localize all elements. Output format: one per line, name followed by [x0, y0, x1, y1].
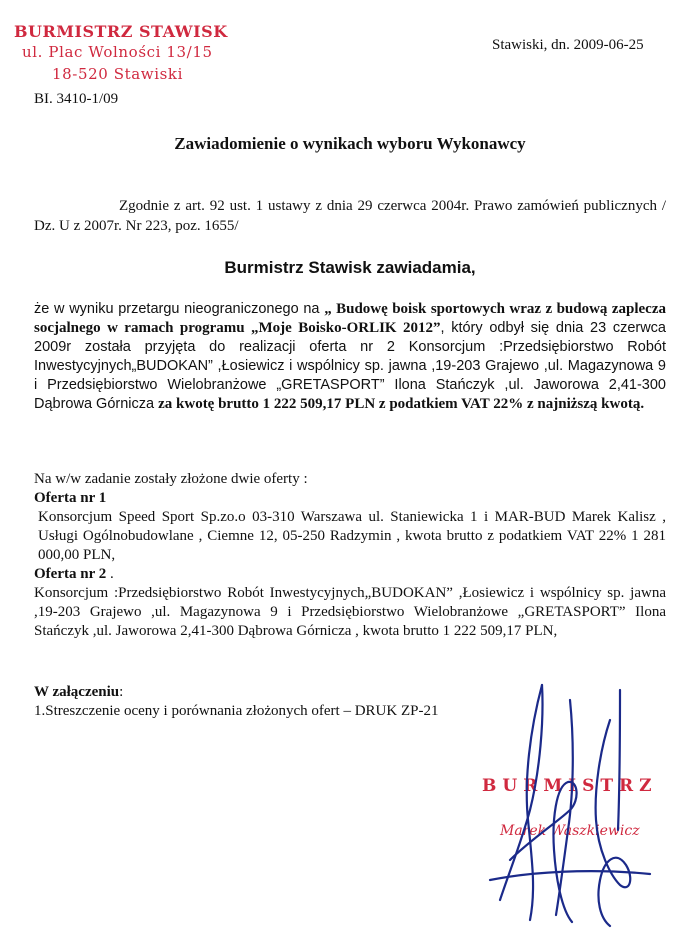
offers-intro: Na w/w zadanie zostały złożone dwie oferty : [34, 471, 308, 487]
enclosure-colon: : [119, 684, 124, 700]
stamp-street: ul. Plac Wolności 13/15 [22, 43, 213, 61]
document-title: Zawiadomienie o wynikach wyboru Wykonawcy [174, 134, 526, 153]
stamp-office: BURMISTRZ STAWISK [14, 22, 228, 41]
offers-section [34, 470, 666, 641]
signature-stamp-title: BURMISTRZ [482, 776, 658, 796]
result-text-2: , który odbył się dnia 23 czerwca 2009r została przyjęta do realizacji oferta nr 2 Konsorcjum :Przedsiębiorstwo Robót Inwestycyjnych„BUDOKAN” ,Łosiewicz i wspólnicy sp. jawna ,19-203 Grajewo ,ul. Magazynowa 9 i Przedsiębiorstwo Wielobranżowe „GRETASPORT” Ilona Stańczyk ,ul. Jaworowa 2,41-300 Dąbrowa Górnicza [34, 320, 666, 412]
offer-2-suffix: . [106, 566, 114, 582]
offer-2-text: Konsorcjum :Przedsiębiorstwo Robót Inwestycyjnych„BUDOKAN” ,Łosiewicz i wspólnicy sp. jawna ,19-203 Grajewo ,ul. Magazynowa 9 i Przedsiębiorstwo Wielobranżowe „GRETASPORT” Ilona Stańczyk ,ul. Jaworowa 2,41-300 Dąbrowa Górnicza , kwota brutto 1 222 509,17 PLN, [34, 585, 666, 639]
signature-stamp-name: Marek Waszkiewicz [500, 823, 640, 839]
announcement-heading: Burmistrz Stawisk zawiadamia, [224, 258, 476, 277]
project-name: „ Budowę boisk sportowych wraz z budową zaplecza socjalnego w ramach programu „Moje Boisko-ORLIK 2012” [34, 301, 666, 336]
enclosure-section [34, 683, 438, 721]
enclosure-item: 1.Streszczenie oceny i porównania złożonych ofert – DRUK ZP-21 [34, 703, 439, 719]
legal-basis-paragraph: Zgodnie z art. 92 ust. 1 ustawy z dnia 29 czerwca 2004r. Prawo zamówień publicznych / Dz. U z 2007r. Nr 223, poz. 1655/ [34, 198, 666, 234]
offer-1-label: Oferta nr 1 [34, 490, 107, 506]
winning-amount: za kwotę brutto 1 222 509,17 PLN z podatkiem VAT 22% z najniższą kwotą. [158, 396, 645, 412]
date-line: Stawiski, dn. 2009-06-25 [492, 37, 644, 53]
enclosure-label: W załączeniu [34, 684, 120, 700]
stamp-city: 18-520 Stawiski [52, 65, 184, 83]
reference-number: BI. 3410-1/09 [34, 91, 119, 107]
handwritten-signature [470, 660, 670, 932]
offer-1-text: Konsorcjum Speed Sport Sp.zo.o 03-310 Warszawa ul. Staniewicka 1 i MAR-BUD Marek Kalisz , Usługi Ogólnobudowlane , Ciemne 12, 05-250 Radzymin , kwota brutto z podatkiem VAT 22% 1 281 000,00 PLN, [38, 509, 666, 563]
result-paragraph [34, 300, 666, 414]
result-text-1: że w wyniku przetargu nieograniczonego na [34, 301, 325, 317]
offer-2-label: Oferta nr 2 [34, 566, 107, 582]
